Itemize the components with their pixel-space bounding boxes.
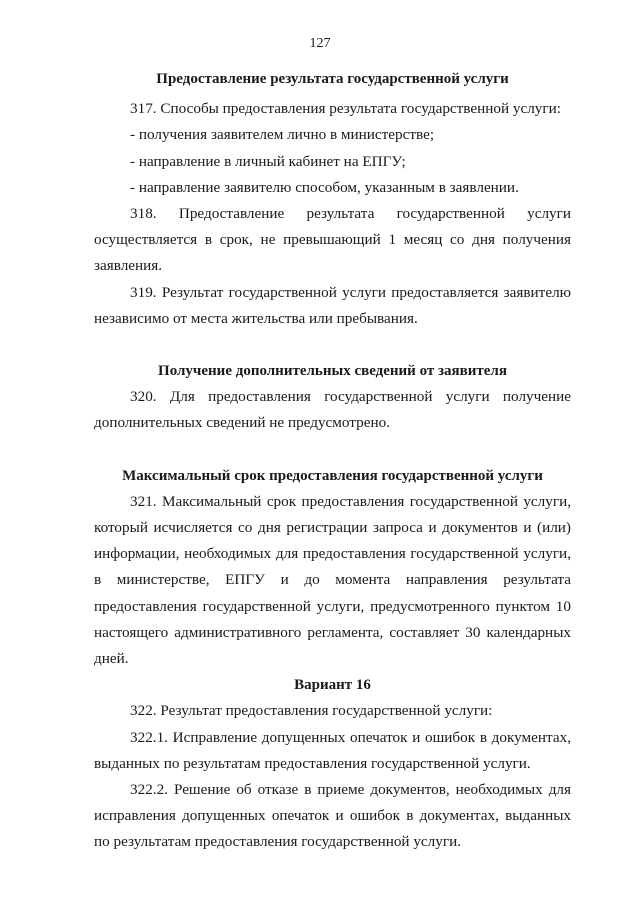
- page-number: 127: [309, 36, 331, 51]
- paragraph-322: 322. Результат предоставления государственной услуги:: [130, 702, 493, 720]
- paragraph-319: 319. Результат государственной услуги предоставляется заявителю независимо от места жительства или пребывания.: [94, 283, 571, 327]
- paragraph-322-1: 322.1. Исправление допущенных опечаток и ошибок в документах, выданных по результатам предоставления государственной услуги.: [94, 728, 571, 772]
- paragraph-322-2: 322.2. Решение об отказе в приеме документов, необходимых для исправления допущенных опечаток и ошибок в документах, выданных по результатам предоставления государственной услуги.: [94, 781, 571, 851]
- paragraph-321: 321. Максимальный срок предоставления государственной услуги, который исчисляется со дня регистрации запроса и документов и (или) информации, необходимых для предоставления государственной услуги, в министерстве, ЕПГУ и до момента направления результата предоставления государственной услуги, предусмотренного пунктом 10 настоящего административного регламента, составляет 30 календарных дней.: [94, 492, 571, 668]
- section-heading-result: Предоставление результата государственной услуги: [156, 71, 509, 87]
- paragraph-318: 318. Предоставление результата государственной услуги осуществляется в срок, не превышающий 1 месяц со дня получения заявления.: [94, 205, 571, 275]
- document-body: [94, 66, 571, 856]
- list-item: - направление в личный кабинет на ЕПГУ;: [130, 152, 406, 170]
- list-item: - получения заявителем лично в министерстве;: [130, 126, 435, 144]
- section-heading-max-term: Максимальный срок предоставления государственной услуги: [122, 467, 543, 484]
- list-item: - направление заявителю способом, указанным в заявлении.: [130, 178, 519, 196]
- paragraph-317: 317. Способы предоставления результата государственной услуги:: [130, 100, 561, 118]
- section-heading-variant: Вариант 16: [294, 677, 371, 694]
- paragraph-320: 320. Для предоставления государственной услуги получение дополнительных сведений не предусмотрено.: [94, 388, 571, 432]
- section-heading-additional-info: Получение дополнительных сведений от заявителя: [158, 363, 507, 380]
